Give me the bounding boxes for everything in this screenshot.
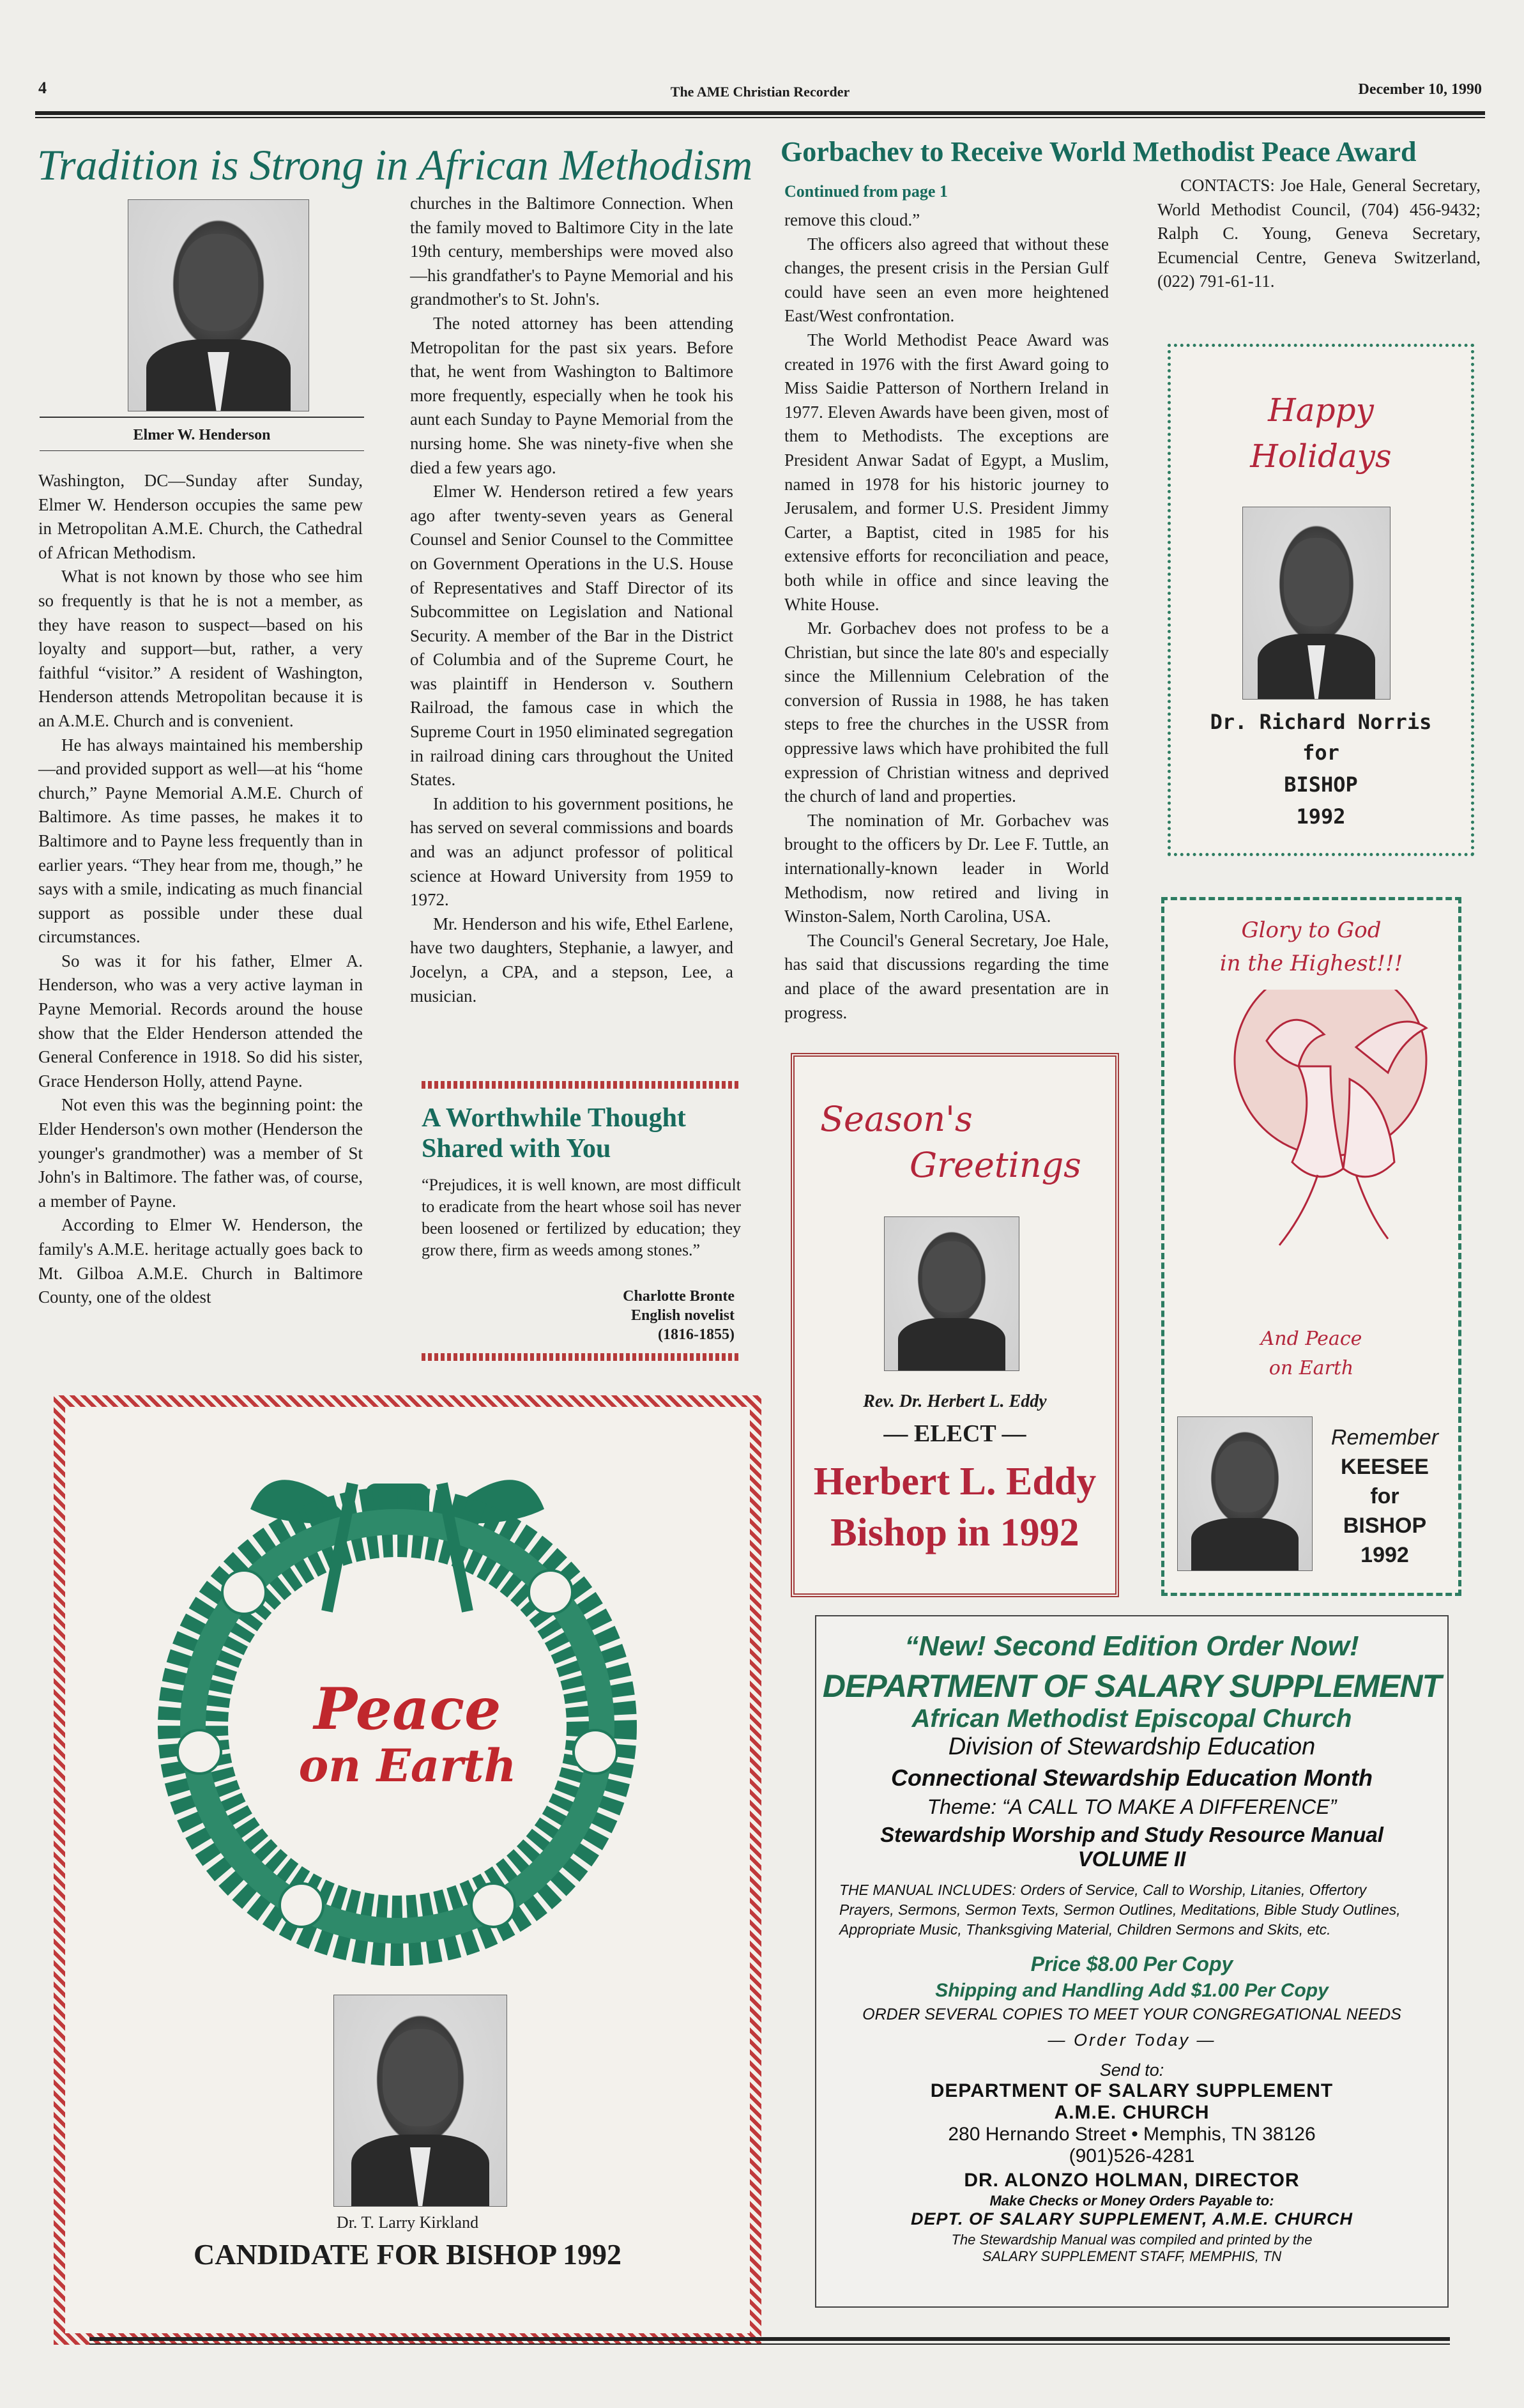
tradition-column-2 xyxy=(410,192,733,1008)
keesee-bishop: BISHOP xyxy=(1343,1514,1427,1538)
keesee-peace-1: And Peace xyxy=(1260,1328,1362,1350)
tradition-headline: Tradition is Strong in African Methodism xyxy=(37,141,753,189)
tradition-paragraph: churches in the Baltimore Connection. When the family moved to Baltimore City in the late 19th century, memberships were moved also—his grandfather's to Payne Memorial and his grandmother's to St. John's. xyxy=(410,194,733,309)
tradition-paragraph: Washington, DC—Sunday after Sunday, Elmer W. Henderson occupies the same pew in Metropolitan A.M.E. Church, the Cathedral of African Methodism. xyxy=(38,471,363,562)
salary-payable: DEPT. OF SALARY SUPPLEMENT, A.M.E. CHURCH xyxy=(910,2209,1353,2228)
salary-theme: Theme: “A CALL TO MAKE A DIFFERENCE” xyxy=(927,1795,1337,1818)
keesee-name: KEESEE xyxy=(1341,1455,1429,1479)
ornament-icon xyxy=(222,1570,266,1614)
gorbachev-headline: Gorbachev to Receive World Methodist Peace Award xyxy=(781,136,1417,167)
norris-name: Dr. Richard Norris xyxy=(1210,710,1432,734)
thought-quote: “Prejudices, it is well known, are most difficult to eradicate from the heart whose soil has never been loosened or fertilized by education; they grow there, firm as weeds among stones.” xyxy=(422,1176,741,1259)
gorbachev-paragraph: remove this cloud.” xyxy=(784,210,920,229)
caption-rule xyxy=(40,417,364,418)
gorbachev-contacts xyxy=(1157,174,1481,294)
henderson-caption: Elmer W. Henderson xyxy=(133,427,271,443)
salary-footer-2: SALARY SUPPLEMENT STAFF, MEMPHIS, TN xyxy=(982,2248,1282,2264)
portrait-face xyxy=(1284,538,1348,626)
kirkland-caption: Dr. T. Larry Kirkland xyxy=(336,2213,479,2232)
tradition-column-1 xyxy=(38,469,363,1310)
tradition-paragraph: In addition to his government positions, he has served on several commissions and boards and was an adjunct professor of political science at Howard University from 1959 to 1972. xyxy=(410,794,733,910)
ornament-icon xyxy=(529,1570,572,1614)
gorbachev-column xyxy=(784,208,1109,1025)
portrait-face xyxy=(179,234,258,331)
norris-photo xyxy=(1242,507,1391,700)
thought-attribution xyxy=(549,1287,735,1344)
gorbachev-paragraph: The nomination of Mr. Gorbachev was brought to the officers by Dr. Lee F. Tuttle, an internationally-known leader in World Methodism, now retired and living in Winston-Salem, North Carolina, USA. xyxy=(784,810,1109,926)
publication-name: The AME Christian Recorder xyxy=(670,84,850,100)
salary-address-3: 280 Hernando Street • Memphis, TN 38126 xyxy=(948,2124,1316,2145)
quote-author-years: (1816-1855) xyxy=(658,1326,735,1343)
keesee-for: for xyxy=(1370,1484,1399,1508)
salary-includes: THE MANUAL INCLUDES: Orders of Service, Call to Worship, Litanies, Offertory Prayers, Sermons, Sermon Texts, Sermon Outlines, Meditations, Bible Study Outlines, Appropriate Music, Thanksgiving Material, Children Sermons and Skits, etc. xyxy=(839,1882,1401,1938)
salary-volume: VOLUME II xyxy=(1078,1847,1186,1871)
tradition-paragraph: Mr. Henderson and his wife, Ethel Earlene, have two daughters, Stephanie, a lawyer, and Jocelyn, a CPA, and a stepson, Lee, a musician. xyxy=(410,914,733,1006)
peace-text: Peace xyxy=(314,1675,501,1743)
tradition-paragraph: Not even this was the beginning point: the Elder Henderson's own mother (Henderson the younger's grandmother) was a member of St John's in Baltimore. The father was, of course, a member of Payne. xyxy=(38,1095,363,1211)
tradition-paragraph: So was it for his father, Elmer A. Henderson, who was a very active layman in Payne Memorial. Records around the house show that the Elder Henderson attended the General Conference in 1918. So did his sister, Grace Henderson Holly, attend Payne. xyxy=(38,951,363,1091)
on-earth-text: on Earth xyxy=(298,1739,517,1792)
eddy-caption: Rev. Dr. Herbert L. Eddy xyxy=(863,1392,1047,1411)
ornament-icon xyxy=(471,1883,515,1927)
salary-order-several: ORDER SEVERAL COPIES TO MEET YOUR CONGREGATIONAL NEEDS xyxy=(862,2005,1401,2023)
bottom-rule xyxy=(89,2337,1450,2341)
portrait-suit xyxy=(1191,1518,1299,1570)
salary-department: DEPARTMENT OF SALARY SUPPLEMENT xyxy=(822,1668,1442,1704)
salary-price: Price $8.00 Per Copy xyxy=(1030,1952,1233,1975)
keesee-ad xyxy=(1161,897,1461,1596)
kirkland-photo xyxy=(333,1995,507,2207)
portrait-face xyxy=(922,1241,981,1312)
salary-director: DR. ALONZO HOLMAN, DIRECTOR xyxy=(964,2170,1300,2191)
henderson-photo xyxy=(128,199,309,411)
salary-phone: (901)526-4281 xyxy=(1069,2145,1195,2166)
caption-rule-bottom xyxy=(40,450,364,451)
quote-author: Charlotte Bronte xyxy=(623,1288,735,1305)
tradition-paragraph: Elmer W. Henderson retired a few years ago after twenty-seven years as General Counsel and Senior Counsel to the Committee on Government Operations in the U.S. House of Representatives and Staff Director of its Subcommittee on Legislation and National Security. A member of the Bar in the District of Columbia and of the Supreme Court, he was plaintiff in Henderson v. Southern Railroad, the famous case in which the Supreme Court in 1950 eliminated segregation in railroad dining cars throughout the United States. xyxy=(410,482,733,790)
keesee-glory-2: in the Highest!!! xyxy=(1219,951,1403,976)
page-number: 4 xyxy=(38,79,47,97)
keesee-peace-2: on Earth xyxy=(1269,1357,1354,1379)
kirkland-candidate: CANDIDATE FOR BISHOP 1992 xyxy=(193,2238,622,2271)
norris-for: for xyxy=(1302,740,1339,765)
gorbachev-paragraph: The officers also agreed that without these changes, the present crisis in the Persian Gulf could have seen an even more heightened East/West confrontation. xyxy=(784,234,1109,326)
top-rule xyxy=(35,111,1485,115)
eddy-elect: — ELECT — xyxy=(883,1420,1026,1447)
eddy-name: Herbert L. Eddy xyxy=(813,1460,1097,1503)
continued-label: Continued from page 1 xyxy=(784,182,948,201)
portrait-face xyxy=(383,2029,459,2126)
thought-headline: A Worthwhile Thought Shared with You xyxy=(422,1103,686,1163)
thought-bottom-border xyxy=(422,1353,741,1361)
salary-checks: Make Checks or Money Orders Payable to: xyxy=(989,2193,1274,2209)
eddy-seasons: Season's xyxy=(820,1099,973,1139)
salary-division: Division of Stewardship Education xyxy=(948,1733,1316,1760)
tradition-paragraph: He has always maintained his membership—and provided support as well—at his “home church,” Payne Memorial A.M.E. Church of Baltimore. As time passes, he makes it to Baltimore and to Payne less frequently than in earlier years. “They hear from me, though,” he says with a smile, indicating as much financial support as possible under these dual circumstances. xyxy=(38,735,363,947)
salary-manual: Stewardship Worship and Study Resource Manual xyxy=(880,1823,1383,1846)
portrait-suit xyxy=(898,1318,1005,1370)
ornament-icon xyxy=(280,1883,323,1927)
masthead xyxy=(38,73,1482,104)
salary-church: African Methodist Episcopal Church xyxy=(911,1705,1352,1733)
gorbachev-paragraph: Mr. Gorbachev does not profess to be a Christian, but since the late 80's and especially since the Millennium Celebration of the conversion of Russia in 1988, he has taken steps to free the churches in the USSR from oppressive laws which have prohibited the full expression of Christian witness and deprived the church of land and properties. xyxy=(784,618,1109,806)
eddy-photo xyxy=(884,1216,1019,1371)
salary-address-1: DEPARTMENT OF SALARY SUPPLEMENT xyxy=(930,2080,1334,2101)
eddy-bishop: Bishop in 1992 xyxy=(830,1511,1079,1554)
keesee-remember: Remember xyxy=(1330,1425,1439,1450)
tradition-paragraph: The noted attorney has been attending Metropolitan for the past six years. Before that, he went from Washington to Baltimore more frequently, especially when he took his aunt each Sunday to Payne Memorial from the nursing home. She was ninety-five when she died a few years ago. xyxy=(410,313,733,477)
norris-year: 1992 xyxy=(1296,804,1346,829)
salary-footer-1: The Stewardship Manual was compiled and printed by the xyxy=(951,2232,1313,2248)
gorbachev-paragraph: The World Methodist Peace Award was created in 1976 with the first Award going to Miss Saidie Patterson of Northern Ireland in 1977. Eleven Awards have been given, most of them to Methodists. The exceptions are President Anwar Sadat of Egypt, a Muslim, named in 1978 for his historic journey to Jerusalem, and former U.S. President Jimmy Carter, a Baptist, cited in 1985 for his extensive efforts for reconciliation and peace, both while in office and since leaving the White House. xyxy=(784,330,1109,614)
salary-headline: “New! Second Edition Order Now! xyxy=(904,1630,1359,1662)
bottom-rule-thin xyxy=(89,2343,1450,2345)
tradition-paragraph: According to Elmer W. Henderson, the family's A.M.E. heritage actually goes back to Mt. Gilboa A.M.E. Church in Baltimore County, one of the oldest xyxy=(38,1215,363,1307)
norris-bishop: BISHOP xyxy=(1284,772,1358,797)
keesee-photo xyxy=(1177,1416,1313,1571)
eddy-greetings: Greetings xyxy=(910,1145,1081,1185)
portrait-face xyxy=(1215,1441,1274,1512)
salary-shipping: Shipping and Handling Add $1.00 Per Copy xyxy=(935,1980,1329,2001)
salary-order-today: — Order Today — xyxy=(1048,2030,1216,2050)
keesee-glory-1: Glory to God xyxy=(1241,917,1382,943)
tradition-paragraph: What is not known by those who see him so frequently is that he is not a member, as they have reason to suspect—based on his loyalty and support—but, rather, a very faithful “visitor.” A resident of Washington, Henderson attends Metropolitan because it is an A.M.E. Church and is convenient. xyxy=(38,567,363,730)
salary-month: Connectional Stewardship Education Month xyxy=(890,1765,1373,1791)
angel-drape-icon xyxy=(1279,1175,1388,1245)
norris-holidays: Holidays xyxy=(1250,438,1392,475)
contacts-text: CONTACTS: Joe Hale, General Secretary, World Methodist Council, (704) 456-9432; Ralph C. Young, Geneva Secretary, Ecumencial Centre, Geneva Switzerland, (022) 791-61-11. xyxy=(1157,176,1481,291)
salary-supplement-ad xyxy=(815,1615,1449,2308)
eddy-ad xyxy=(791,1053,1119,1597)
norris-ad xyxy=(1168,344,1474,856)
kirkland-ad xyxy=(54,1395,761,2345)
keesee-year: 1992 xyxy=(1360,1543,1409,1567)
salary-send-to: Send to: xyxy=(1099,2060,1164,2080)
norris-happy: Happy xyxy=(1268,392,1374,429)
thought-top-border xyxy=(422,1081,741,1089)
gorbachev-paragraph: The Council's General Secretary, Joe Hale, has said that discussions regarding the time and place of the award presentation are in progress. xyxy=(784,930,1109,1022)
issue-date: December 10, 1990 xyxy=(1358,81,1482,98)
salary-address-2: A.M.E. CHURCH xyxy=(1054,2102,1210,2123)
angels-illustration xyxy=(1190,990,1433,1258)
quote-author-desc: English novelist xyxy=(630,1307,735,1324)
top-rule-thin xyxy=(35,117,1485,118)
